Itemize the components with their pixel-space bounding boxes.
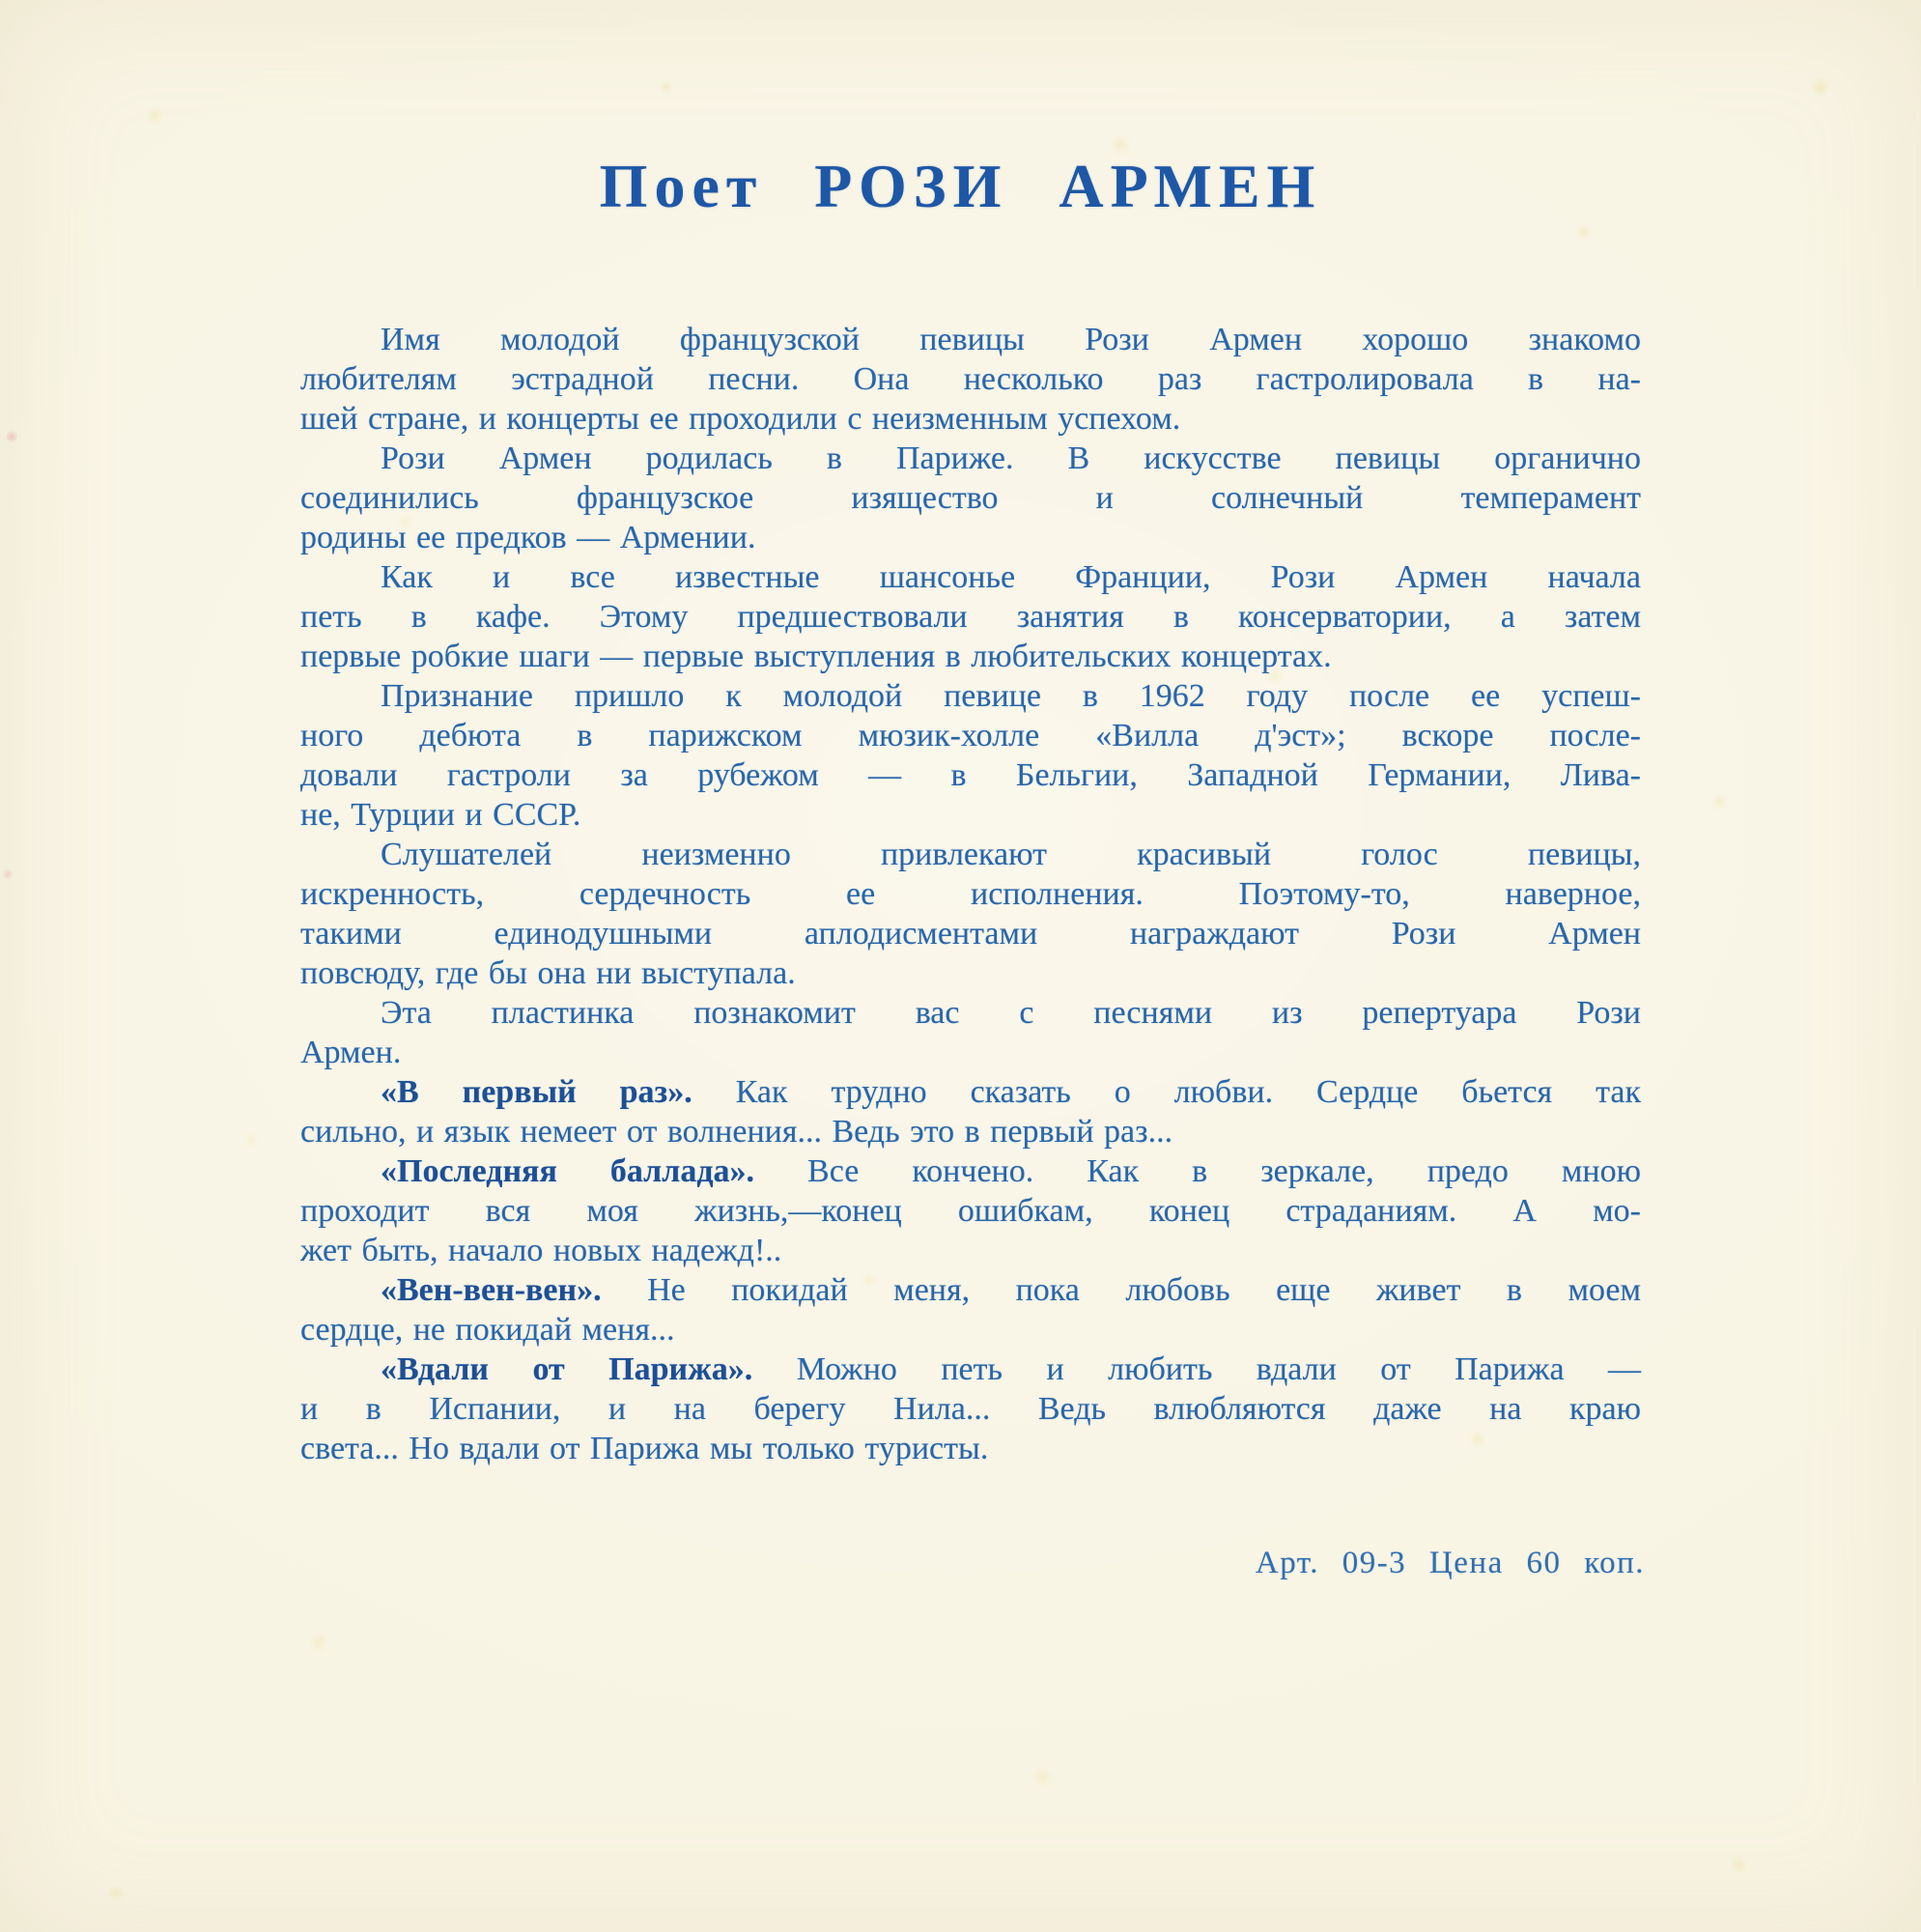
line-text: Можно петь и любить вдали от Парижа —: [752, 1351, 1641, 1387]
text-line: [300, 1112, 1641, 1151]
text-line: [300, 399, 1641, 439]
text-line: [300, 993, 1641, 1033]
line-text: петь в кафе. Этому предшествовали занятия в консерватории, а затем: [300, 599, 1641, 635]
paragraph: [300, 1151, 1641, 1270]
text-line: [300, 1429, 1641, 1468]
text-line: [300, 320, 1641, 359]
text-line: [300, 755, 1641, 795]
paragraph: [300, 557, 1641, 676]
song-title: «Вдали от Парижа».: [381, 1351, 753, 1387]
text-line: [300, 597, 1641, 637]
line-text: повсюду, где бы она ни выступала.: [300, 955, 796, 991]
line-text: Имя молодой французской певицы Рози Армен хорошо знакомо: [381, 322, 1641, 357]
line-text: шей стране, и концерты ее проходили с неизменным успехом.: [300, 401, 1181, 437]
text-line: [300, 953, 1641, 993]
text-line: [300, 557, 1641, 597]
line-text: сильно, и язык немеет от волнения... Ведь это в первый раз...: [300, 1114, 1173, 1150]
text-line: [300, 835, 1641, 874]
line-text: такими единодушными аплодисментами награждают Рози Армен: [300, 916, 1641, 952]
line-text: ного дебюта в парижском мюзик-холле «Вилла д'эст»; вскоре после-: [300, 718, 1641, 753]
line-text: Признание пришло к молодой певице в 1962 году после ее успеш-: [381, 678, 1641, 714]
catalog-number-and-price: Арт. 09-3 Цена 60 коп.: [1255, 1546, 1645, 1580]
paragraph: [300, 1270, 1641, 1350]
text-line: [300, 1270, 1641, 1310]
line-text: родины ее предков — Армении.: [300, 520, 756, 555]
line-text: Все кончено. Как в зеркале, предо мною: [754, 1153, 1641, 1189]
line-text: жет быть, начало новых надежд!..: [300, 1233, 782, 1268]
text-line: [300, 874, 1641, 914]
text-line: [300, 518, 1641, 557]
text-line: [300, 637, 1641, 676]
song-title: «Вен-вен-вен».: [381, 1272, 602, 1308]
text-line: [300, 478, 1641, 518]
line-text: Не покидай меня, пока любовь еще живет в моем: [601, 1272, 1641, 1308]
line-text: Рози Армен родилась в Париже. В искусстве певицы органично: [381, 440, 1641, 476]
line-text: искренность, сердечность ее исполнения. Поэтому-то, наверное,: [300, 876, 1641, 912]
line-text: довали гастроли за рубежом — в Бельгии, Западной Германии, Лива-: [300, 757, 1641, 793]
body-text: [300, 320, 1641, 1468]
text-line: [300, 795, 1641, 835]
line-text: Как трудно сказать о любви. Сердце бьется так: [692, 1074, 1641, 1110]
text-line: [300, 716, 1641, 755]
page-title: Поет РОЗИ АРМЕН: [599, 152, 1322, 220]
paragraph: [300, 1350, 1641, 1468]
text-line: [300, 439, 1641, 478]
line-text: Слушателей неизменно привлекают красивый голос певицы,: [381, 837, 1641, 872]
line-text: света... Но вдали от Парижа мы только туристы.: [300, 1431, 989, 1466]
song-title: «В первый раз».: [381, 1074, 692, 1110]
line-text: проходит вся моя жизнь,—конец ошибкам, конец страданиям. А мо-: [300, 1193, 1641, 1229]
text-line: [300, 676, 1641, 716]
text-line: [300, 1151, 1641, 1191]
paragraph: [300, 320, 1641, 439]
text-line: [300, 359, 1641, 399]
paragraph: [300, 835, 1641, 993]
text-line: [300, 914, 1641, 953]
line-text: соединились французское изящество и солнечный темперамент: [300, 480, 1641, 516]
text-line: [300, 1350, 1641, 1389]
text-line: [300, 1231, 1641, 1270]
line-text: первые робкие шаги — первые выступления в любительских концертах.: [300, 639, 1332, 674]
paragraph: [300, 439, 1641, 557]
line-text: Как и все известные шансонье Франции, Рози Армен начала: [381, 559, 1641, 595]
paragraph: [300, 993, 1641, 1072]
line-text: Армен.: [300, 1035, 402, 1070]
line-text: не, Турции и СССР.: [300, 797, 581, 833]
line-text: любителям эстрадной песни. Она несколько раз гастролировала в на-: [300, 361, 1641, 397]
text-line: [300, 1191, 1641, 1231]
line-text: и в Испании, и на берегу Нила... Ведь влюбляются даже на краю: [300, 1391, 1641, 1427]
text-line: [300, 1310, 1641, 1350]
line-text: сердце, не покидай меня...: [300, 1312, 675, 1348]
text-line: [300, 1072, 1641, 1112]
paragraph: [300, 1072, 1641, 1151]
text-line: [300, 1389, 1641, 1429]
line-text: Эта пластинка познакомит вас с песнями из репертуара Рози: [381, 995, 1641, 1031]
text-line: [300, 1033, 1641, 1072]
paragraph: [300, 676, 1641, 835]
song-title: «Последняя баллада».: [381, 1153, 755, 1189]
